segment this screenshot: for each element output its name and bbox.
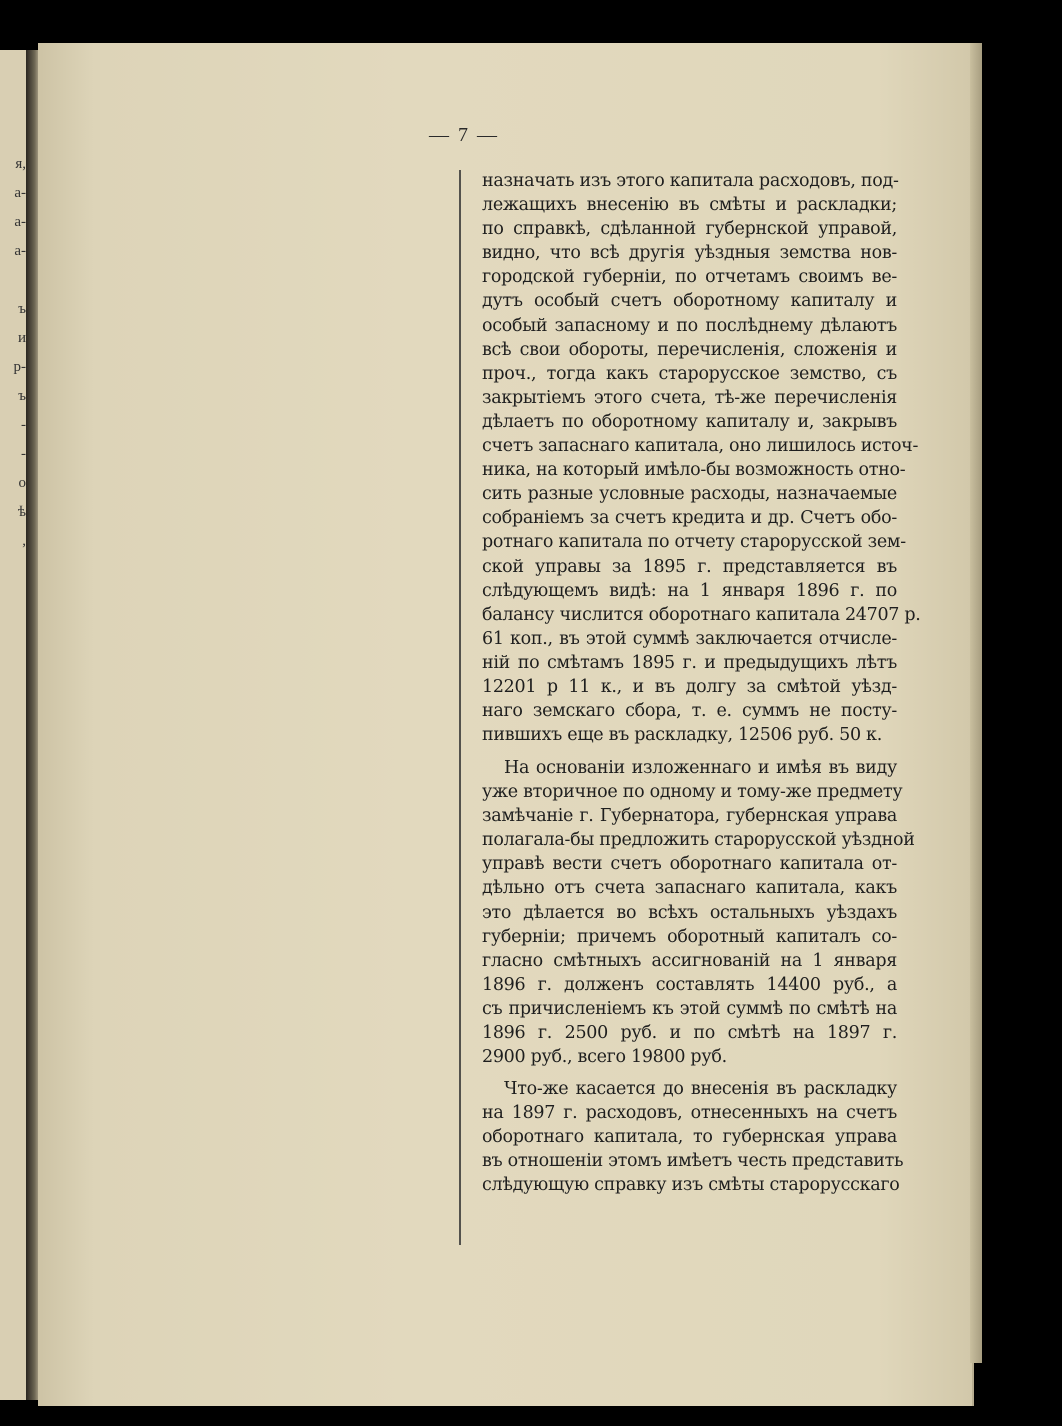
text-line: уже вторичное по одному и тому-же предмету — [482, 782, 903, 803]
text-line: дутъ особый счетъ оборотному капиталу и — [482, 291, 897, 312]
text-line: ній по смѣтамъ 1895 г. и предыдущихъ лѣтъ — [482, 652, 897, 673]
text-line: назначать изъ этого капитала расходовъ, под- — [482, 171, 899, 191]
text-line: пившихъ еще въ раскладку, 12506 руб. 50 к. — [482, 725, 882, 746]
text-line: сить разные условные расходы, назначаемые — [482, 484, 897, 505]
text-line: На основаніи изложеннаго и имѣя въ виду — [504, 758, 897, 778]
text-line: видно, что всѣ другія уѣздныя земства нов- — [482, 243, 897, 264]
text-line: Что-же касается до внесенія въ раскладку — [504, 1079, 897, 1099]
left-fragment: а- — [14, 214, 26, 230]
paragraph-2 — [482, 756, 915, 1069]
text-line: слѣдующую справку изъ смѣты старорусскаго — [482, 1175, 900, 1196]
paragraph-3 — [482, 1077, 904, 1197]
text-line: особый запасному и по послѣднему дѣлаютъ — [482, 315, 897, 336]
text-line: балансу числится оборотнаго капитала 24707 р. — [482, 604, 921, 625]
text-line: ротнаго капитала по отчету старорусской зем- — [482, 532, 906, 553]
text-line: 1896 г. 2500 руб. и по смѣтѣ на 1897 г. — [482, 1023, 897, 1044]
text-line: слѣдующемъ видѣ: на 1 января 1896 г. по — [482, 580, 897, 601]
text-line: счетъ запаснаго капитала, оно лишилось источ- — [482, 436, 919, 457]
text-line: это дѣлается во всѣхъ остальныхъ уѣздахъ — [482, 902, 897, 923]
left-fragment: - — [21, 446, 26, 462]
text-line: гласно смѣтныхъ ассигнованій на 1 января — [482, 950, 897, 971]
text-line: дѣлаетъ по оборотному капиталу и, закрывъ — [482, 411, 897, 432]
text-line: по справкѣ, сдѣланной губернской управой, — [482, 219, 897, 240]
text-line: 1896 г. долженъ составлять 14400 руб., а — [482, 974, 897, 995]
text-line: всѣ свои обороты, перечисленія, сложенія и — [482, 339, 897, 360]
text-line: на 1897 г. расходовъ, отнесенныхъ на счетъ — [482, 1103, 897, 1124]
text-line: полагала-бы предложить старорусской уѣздной — [482, 830, 915, 851]
text-line: дѣльно отъ счета запаснаго капитала, какъ — [482, 878, 897, 899]
text-line: собраніемъ за счетъ кредита и др. Счетъ обо- — [482, 508, 897, 529]
text-line: губерніи; причемъ оборотный капиталъ со- — [482, 926, 897, 947]
text-line: ской управы за 1895 г. представляется въ — [482, 556, 897, 577]
paragraph-1 — [482, 169, 921, 747]
text-line: 61 коп., въ этой суммѣ заключается отчислe- — [482, 628, 897, 649]
left-fragment: - — [21, 417, 26, 433]
left-fragment: а- — [14, 243, 26, 259]
left-fragment: я, — [15, 156, 26, 172]
page-edge — [970, 43, 982, 1363]
text-line: замѣчаніе г. Губернатора, губернская управа — [482, 806, 897, 827]
left-fragment: а- — [14, 185, 26, 201]
text-line: лежащихъ внесенію въ смѣты и раскладки; — [482, 195, 897, 216]
text-line: 12201 р 11 к., и въ долгу за смѣтой уѣзд- — [482, 676, 897, 697]
left-fragment: и — [17, 330, 26, 346]
text-line: закрытіемъ этого счета, тѣ-же перечисленія — [482, 387, 897, 408]
left-fragment: ъ — [18, 388, 26, 404]
text-line: городской губерніи, по отчетамъ своимъ ве- — [482, 267, 897, 288]
left-fragment: р- — [13, 359, 26, 375]
text-line: наго земскаго сбора, т. е. суммъ не посту- — [482, 701, 897, 722]
left-fragment: , — [22, 533, 26, 549]
text-line: управѣ вести счетъ оборотнаго капитала от- — [482, 854, 897, 875]
left-fragment: ъ — [18, 301, 26, 317]
text-line: проч., тогда какъ старорусское земство, съ — [482, 363, 897, 384]
text-line: съ причисленіемъ къ этой суммѣ по смѣтѣ на — [482, 998, 897, 1019]
left-fragment: ѣ — [17, 504, 26, 520]
text-line: ника, на который имѣло-бы возможность отно- — [482, 460, 906, 481]
left-fragment: о — [18, 475, 26, 491]
text-line: въ отношеніи этомъ имѣетъ честь представить — [482, 1151, 904, 1172]
column-divider — [459, 170, 461, 1245]
page-number: — 7 — — [429, 124, 499, 146]
text-line: оборотнаго капитала, то губернская управа — [482, 1127, 897, 1148]
text-line: 2900 руб., всего 19800 руб. — [482, 1047, 727, 1068]
